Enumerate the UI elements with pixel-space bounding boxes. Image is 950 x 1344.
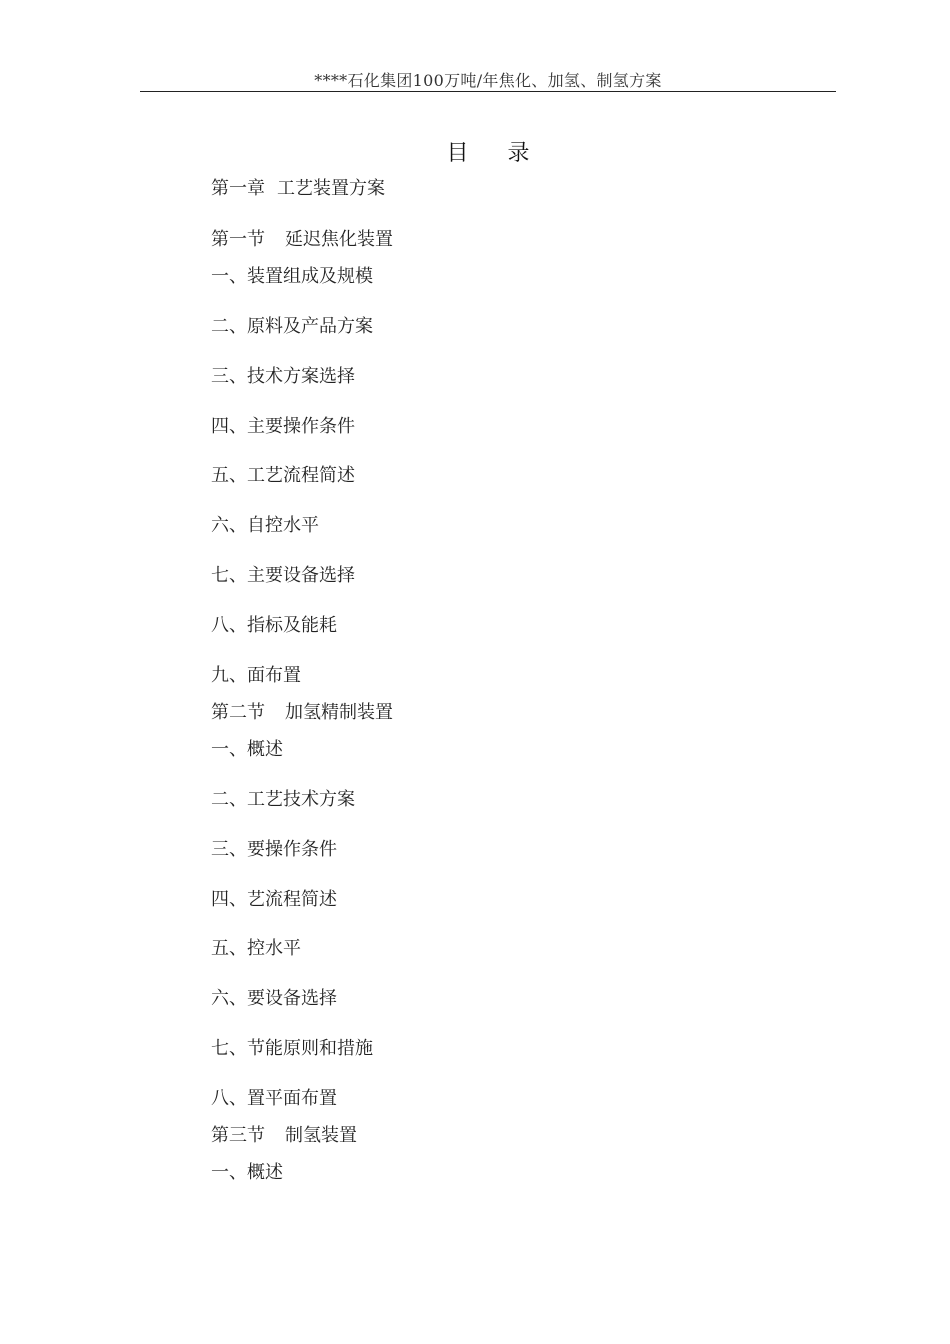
chapter-title: 工艺装置方案 <box>277 178 385 199</box>
toc-item[interactable]: 四、主要操作条件 <box>211 416 355 437</box>
toc-item[interactable]: 六、自控水平 <box>211 515 319 536</box>
toc-item[interactable]: 二、原料及产品方案 <box>211 316 373 337</box>
toc-item[interactable]: 五、工艺流程简述 <box>211 465 355 486</box>
toc-title: 目 录 <box>446 141 546 166</box>
chapter-number: 第一章 <box>211 178 265 199</box>
toc-item[interactable]: 三、技术方案选择 <box>211 366 355 387</box>
toc-item[interactable]: 三、要操作条件 <box>211 839 337 860</box>
toc-item[interactable]: 六、要设备选择 <box>211 988 337 1009</box>
toc-item[interactable]: 一、装置组成及规模 <box>211 266 373 287</box>
toc-section-1[interactable] <box>211 228 393 252</box>
section-title: 加氢精制装置 <box>285 702 393 723</box>
running-header: ****石化集团100万吨/年焦化、加氢、制氢方案 <box>314 71 662 90</box>
toc-item[interactable]: 八、置平面布置 <box>211 1088 337 1109</box>
toc-item[interactable]: 一、概述 <box>211 1162 283 1183</box>
toc-section-3[interactable] <box>211 1124 357 1148</box>
toc-item[interactable]: 一、概述 <box>211 739 283 760</box>
toc-item[interactable]: 七、主要设备选择 <box>211 565 355 586</box>
section-number: 第三节 <box>211 1125 265 1146</box>
section-title: 延迟焦化装置 <box>285 229 393 250</box>
header-rule <box>140 91 836 92</box>
toc-item[interactable]: 七、节能原则和措施 <box>211 1038 373 1059</box>
toc-chapter-1[interactable] <box>211 177 385 201</box>
section-number: 第一节 <box>211 229 265 250</box>
section-number: 第二节 <box>211 702 265 723</box>
toc-item[interactable]: 九、面布置 <box>211 665 301 686</box>
toc-item[interactable]: 八、指标及能耗 <box>211 615 337 636</box>
toc-item[interactable]: 五、控水平 <box>211 938 301 959</box>
toc-section-2[interactable] <box>211 701 393 725</box>
toc-item[interactable]: 二、工艺技术方案 <box>211 789 355 810</box>
section-title: 制氢装置 <box>285 1125 357 1146</box>
toc-item[interactable]: 四、艺流程简述 <box>211 889 337 910</box>
